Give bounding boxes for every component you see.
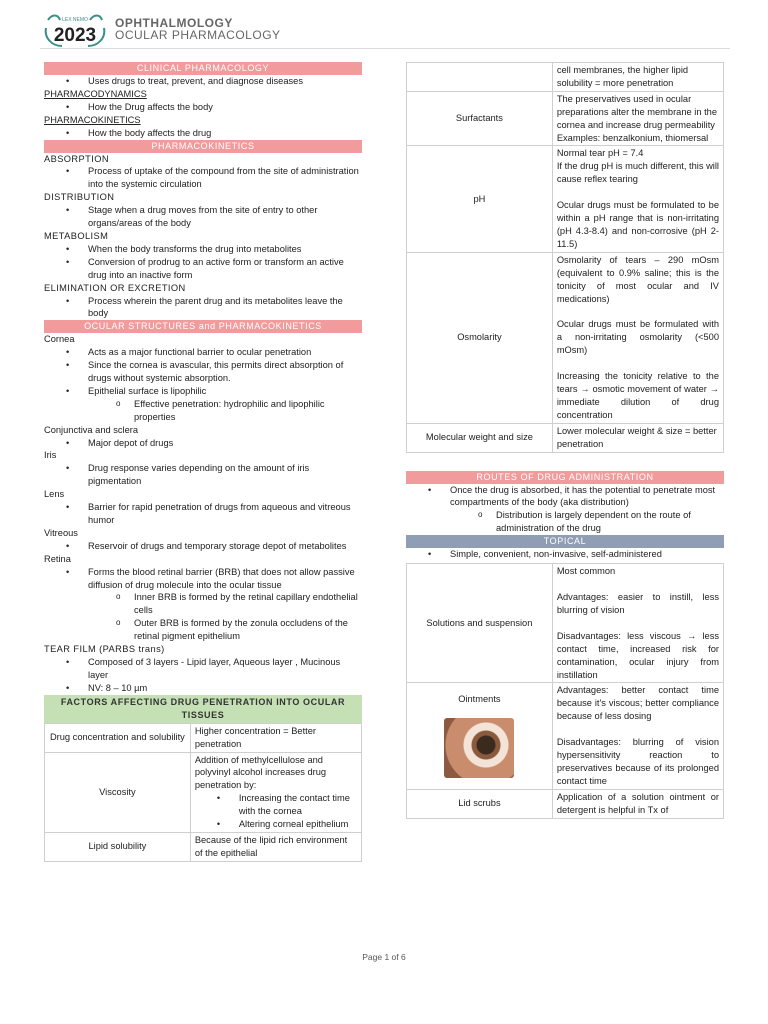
table-row xyxy=(45,752,362,832)
label-vitreous: Vitreous xyxy=(44,527,78,538)
label-cornea: Cornea xyxy=(44,334,75,345)
retina-list xyxy=(44,566,362,592)
logo-subtext: LEX NEMO xyxy=(62,17,88,23)
list-item: • Increasing the contact time with the cornea xyxy=(239,792,357,818)
route-desc: Disadvantages: blurring of vision hypersensitivity reaction to preservatives because of its prolonged contact time xyxy=(556,737,719,786)
factor-name: Lipid solubility xyxy=(45,832,191,861)
route-name: Lid scrubs xyxy=(407,789,553,818)
factor-desc: If the drug pH is much different, this will cause reflex tearing xyxy=(556,161,719,185)
pk-list xyxy=(44,127,362,140)
factor-name: pH xyxy=(407,146,553,252)
list-item: • Process of uptake of the compound from the site of administration into the systemic circulation xyxy=(88,165,362,191)
sub-list-item: o Effective penetration: hydrophilic and lipophilic properties xyxy=(134,398,362,424)
label-lens: Lens xyxy=(44,489,65,500)
list-item: • How the body affects the drug xyxy=(88,127,362,140)
cornea-list xyxy=(44,346,362,398)
route-name-cell xyxy=(407,683,553,789)
factors-table xyxy=(44,723,362,862)
pd-list xyxy=(44,101,362,114)
sub-list-item: o Outer BRB is formed by the zonula occludens of the retinal pigment epithelium xyxy=(134,617,362,643)
list-item: • Barrier for rapid penetration of drugs from aqueous and vitreous humor xyxy=(88,501,362,527)
route-desc: Disadvantages: less viscous → less contact time, increased risk for contamination, ocular injury from instillation xyxy=(556,630,719,680)
list-item: • Forms the blood retinal barrier (BRB) that does not allow passive diffusion of drug molecule into the ocular tissue xyxy=(88,566,362,592)
left-column xyxy=(44,62,362,862)
factor-desc-cell xyxy=(190,752,361,832)
iris-list xyxy=(44,462,362,488)
right-column xyxy=(406,62,724,819)
distribution-list xyxy=(44,204,362,230)
topical-list xyxy=(406,548,724,561)
list-item: • Acts as a major functional barrier to ocular penetration xyxy=(88,346,362,359)
route-desc: Advantages: better contact time because it's viscous; better compliance because of less dosing xyxy=(556,685,719,722)
route-desc-cell xyxy=(552,564,723,683)
sub-list-item: o Distribution is largely dependent on the route of administration of the drug xyxy=(496,509,724,535)
clinical-list xyxy=(44,75,362,88)
route-name: Solutions and suspension xyxy=(407,564,553,683)
list-item: • Altering corneal epithelium xyxy=(239,818,357,831)
table-row xyxy=(45,723,362,752)
factor-desc: cell membranes, the higher lipid solubility = more penetration xyxy=(552,63,723,92)
absorption-list xyxy=(44,165,362,191)
band-topical: TOPICAL xyxy=(406,535,724,548)
route-desc: Application of a solution ointment or detergent is helpful in Tx of xyxy=(552,789,723,818)
factor-example: Examples: benzalkonium, thiomersal xyxy=(556,132,709,143)
factor-desc-cell xyxy=(552,146,723,252)
factor-name-empty xyxy=(407,63,553,92)
list-item: • Major depot of drugs xyxy=(88,437,362,450)
factor-name: Viscosity xyxy=(45,752,191,832)
routes-list xyxy=(406,484,724,510)
factor-name: Osmolarity xyxy=(407,252,553,423)
band-factors: FACTORS AFFECTING DRUG PENETRATION INTO OCULAR TISSUES xyxy=(44,695,362,723)
factor-desc: Higher concentration = Better penetration xyxy=(190,723,361,752)
band-ocular-structures: OCULAR STRUCTURES and PHARMACOKINETICS xyxy=(44,320,362,333)
table-row xyxy=(407,146,724,252)
tear-list xyxy=(44,656,362,695)
list-item: • When the body transforms the drug into metabolites xyxy=(88,243,362,256)
route-desc: Most common xyxy=(556,566,616,577)
label-absorption: ABSORPTION xyxy=(44,153,109,164)
label-iris: Iris xyxy=(44,450,57,461)
table-row xyxy=(407,683,724,789)
page-number: Page 1 of 6 xyxy=(362,952,406,962)
band-routes: ROUTES OF DRUG ADMINISTRATION xyxy=(406,471,724,484)
factor-desc: Addition of methylcellulose and polyvinyl alcohol increases drug penetration by: xyxy=(194,754,327,791)
table-row xyxy=(407,91,724,146)
factor-name: Drug concentration and solubility xyxy=(45,723,191,752)
label-elimination: ELIMINATION OR EXCRETION xyxy=(44,282,186,293)
label-pharmacokinetics: PHARMACOKINETICS xyxy=(44,114,141,125)
conj-list xyxy=(44,437,362,450)
factor-desc: Increasing the tonicity relative to the tears → osmotic movement of water → immediate dilution of drug concentration xyxy=(556,371,719,420)
factor-name: Molecular weight and size xyxy=(407,423,553,452)
sub-list-item: o Inner BRB is formed by the retinal capillary endothelial cells xyxy=(134,591,362,617)
factor-desc-cell xyxy=(552,91,723,146)
factor-desc: Osmolarity of tears – 290 mOsm (equivalent to 0.9% saline; this is the tonicity of most ocular and IV medications) xyxy=(556,254,719,304)
list-item: • Drug response varies depending on the amount of iris pigmentation xyxy=(88,462,362,488)
list-item: • Stage when a drug moves from the site of entry to other organs/areas of the body xyxy=(88,204,362,230)
factor-desc: Ocular drugs must be formulated to be within a pH range that is non-irritating (pH 4.3-8.4) and non-corrosive (pH 2-11.5) xyxy=(556,200,719,249)
topical-table xyxy=(406,563,724,819)
eye-ointment-photo xyxy=(444,718,514,778)
label-pharmacodynamics: PHARMACODYNAMICS xyxy=(44,88,147,99)
list-item: • Epithelial surface is lipophilic xyxy=(88,385,362,398)
page-header xyxy=(40,10,730,48)
list-item: • Since the cornea is avascular, this permits direct absorption of drugs without systemic absorption. xyxy=(88,359,362,385)
label-distribution: DISTRIBUTION xyxy=(44,192,115,203)
list-item: • Reservoir of drugs and temporary storage depot of metabolites xyxy=(88,540,362,553)
lens-list xyxy=(44,501,362,527)
viscosity-list xyxy=(195,792,357,831)
list-item: • Once the drug is absorbed, it has the potential to penetrate most compartments of the body (aka distribution) xyxy=(450,484,724,510)
header-subtitle: OCULAR PHARMACOLOGY xyxy=(115,28,281,42)
routes-sublist xyxy=(406,509,724,535)
retina-sublist xyxy=(44,591,362,643)
factor-name: Surfactants xyxy=(407,91,553,146)
list-item: • Uses drugs to treat, prevent, and diagnose diseases xyxy=(88,75,362,88)
label-retina: Retina xyxy=(44,553,71,564)
factor-desc: Because of the lipid rich environment of the epithelial xyxy=(190,832,361,861)
list-item: • How the Drug affects the body xyxy=(88,101,362,114)
factor-desc: The preservatives used in ocular preparations alter the membrane in the cornea and increase drug permeability xyxy=(556,93,718,130)
table-row xyxy=(407,564,724,683)
cornea-sublist xyxy=(44,398,362,424)
class-logo xyxy=(42,12,108,48)
label-tear-film: TEAR FILM (PARBS trans) xyxy=(44,644,165,655)
factor-desc: Lower molecular weight & size = better penetration xyxy=(552,423,723,452)
label-conjunctiva: Conjunctiva and sclera xyxy=(44,424,139,435)
table-row xyxy=(407,789,724,818)
list-item: • Simple, convenient, non-invasive, self-administered xyxy=(450,548,724,561)
elimination-list xyxy=(44,295,362,321)
list-item: • Conversion of prodrug to an active form or transform an active drug into an inactive form xyxy=(88,256,362,282)
table-row xyxy=(407,423,724,452)
list-item: • NV: 8 – 10 µm xyxy=(88,682,362,695)
factor-desc: Normal tear pH = 7.4 xyxy=(556,148,644,159)
factor-desc: Ocular drugs must be formulated with a non-irritating osmolarity (<500 mOsm) xyxy=(556,319,719,356)
logo-year: 2023 xyxy=(53,25,97,46)
vitreous-list xyxy=(44,540,362,553)
table-row xyxy=(407,252,724,423)
header-divider xyxy=(40,48,730,49)
label-metabolism: METABOLISM xyxy=(44,230,109,241)
band-pharmacokinetics: PHARMACOKINETICS xyxy=(44,140,362,153)
route-desc-cell xyxy=(552,683,723,789)
list-item: • Composed of 3 layers - Lipid layer, Aqueous layer , Mucinous layer xyxy=(88,656,362,682)
header-title: OPHTHALMOLOGY xyxy=(115,16,233,30)
table-row xyxy=(407,63,724,92)
factors-table-continued xyxy=(406,62,724,453)
table-row xyxy=(45,832,362,861)
metabolism-list xyxy=(44,243,362,282)
factor-desc-cell xyxy=(552,252,723,423)
route-name: Ointments xyxy=(458,694,501,705)
route-desc: Advantages: easier to instill, less blurring of vision xyxy=(556,592,719,615)
list-item: • Process wherein the parent drug and its metabolites leave the body xyxy=(88,295,362,321)
band-clinical-pharmacology: CLINICAL PHARMACOLOGY xyxy=(44,62,362,75)
